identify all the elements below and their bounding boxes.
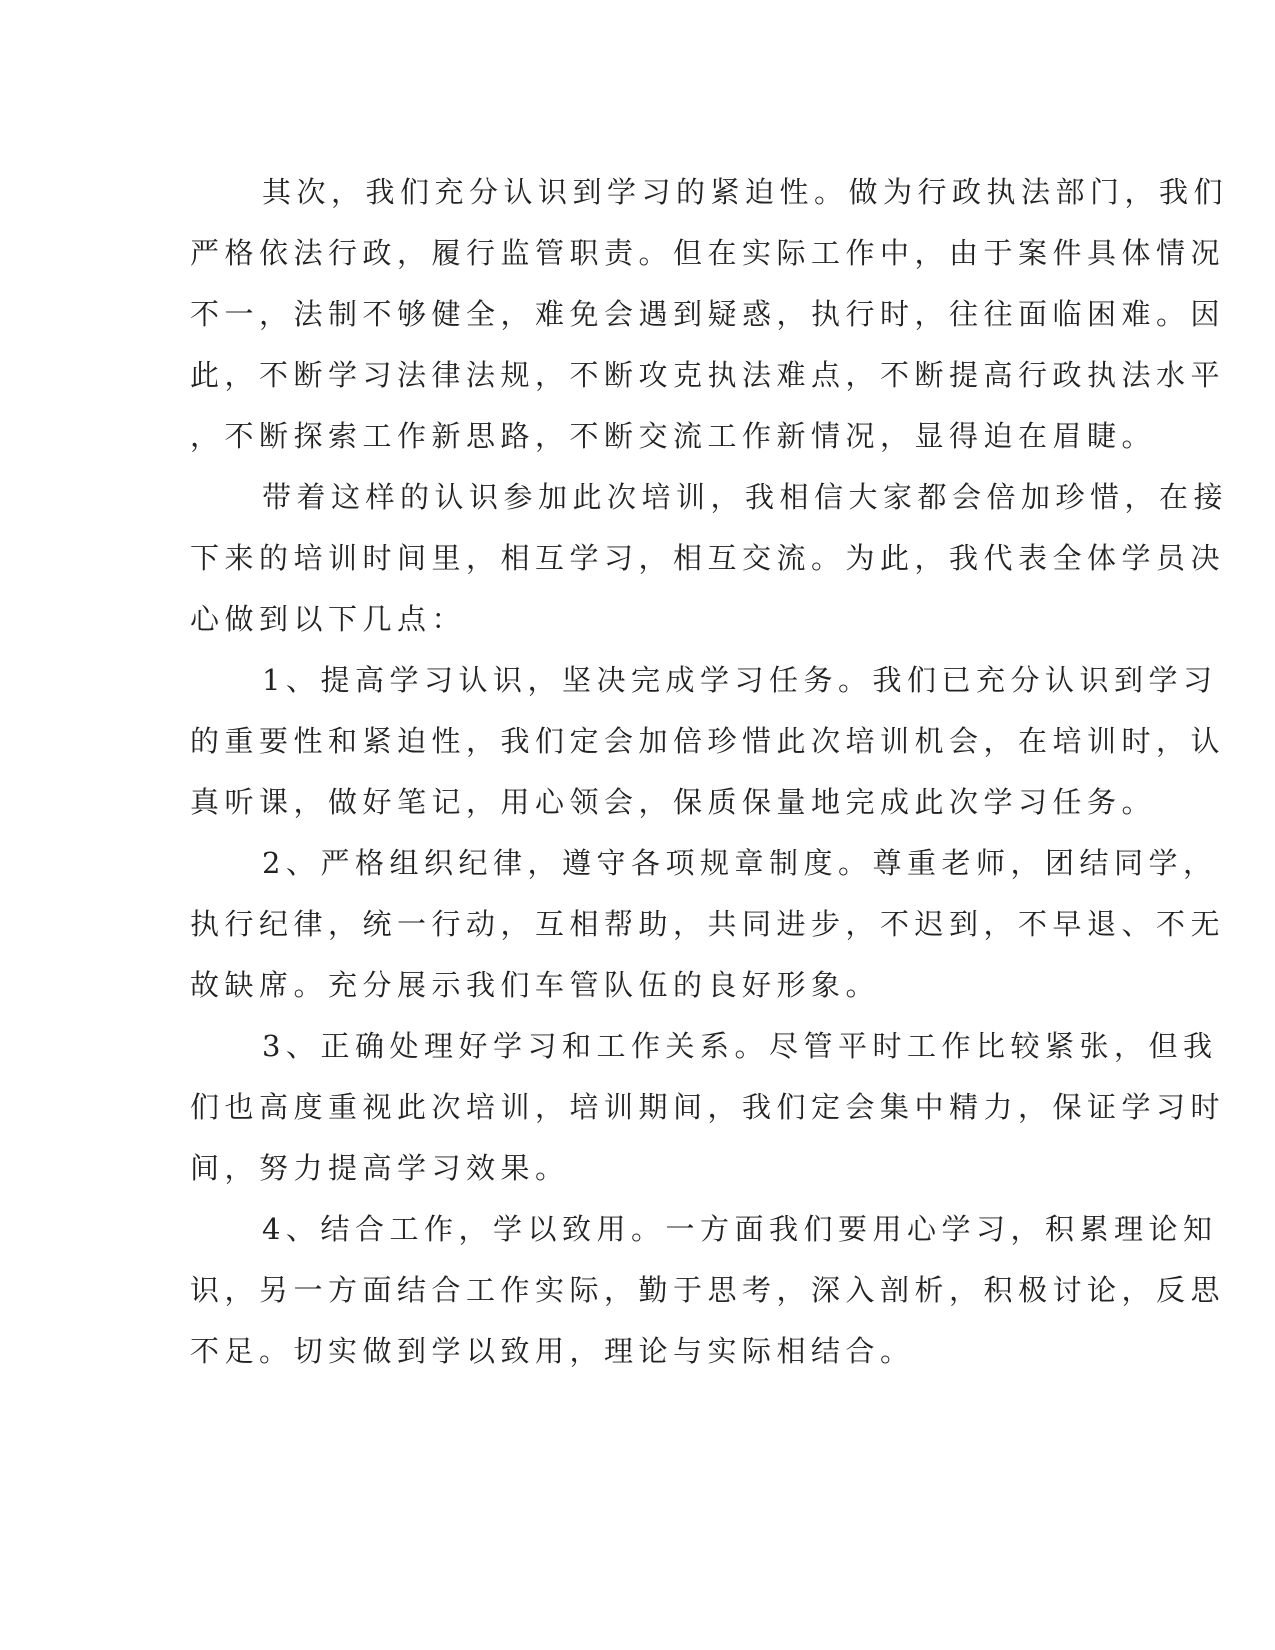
paragraph-1-line-5: ，不断探索工作新思路，不断交流工作新情况，显得迫在眉睫。	[190, 419, 1157, 453]
item-3-line-1: 3、正确处理好学习和工作关系。尽管平时工作比较紧张，但我	[262, 1029, 1218, 1063]
paragraph-1-line-1: 其次，我们充分认识到学习的紧迫性。做为行政执法部门，我们	[262, 175, 1229, 209]
paragraph-1-line-3: 不一，法制不够健全，难免会遇到疑惑，执行时，往往面临困难。因	[190, 297, 1226, 331]
item-4-line-1: 4、结合工作，学以致用。一方面我们要用心学习，积累理论知	[262, 1212, 1218, 1246]
paragraph-2-line-2: 下来的培训时间里，相互学习，相互交流。为此，我代表全体学员决	[190, 541, 1226, 575]
item-4-line-3: 不足。切实做到学以致用，理论与实际相结合。	[190, 1334, 915, 1368]
item-4-line-2: 识，另一方面结合工作实际，勤于思考，深入剖析，积极讨论，反思	[190, 1273, 1226, 1307]
paragraph-1-line-2: 严格依法行政，履行监管职责。但在实际工作中，由于案件具体情况	[190, 236, 1226, 270]
item-1-line-3: 真听课，做好笔记，用心领会，保质保量地完成此次学习任务。	[190, 785, 1157, 819]
body-text	[190, 162, 1229, 1382]
item-3-line-2: 们也高度重视此次培训，培训期间，我们定会集中精力，保证学习时	[190, 1090, 1226, 1124]
item-1-line-2: 的重要性和紧迫性，我们定会加倍珍惜此次培训机会，在培训时，认	[190, 724, 1226, 758]
item-2-line-3: 故缺席。充分展示我们车管队伍的良好形象。	[190, 968, 881, 1002]
paragraph-1-line-4: 此，不断学习法律法规，不断攻克执法难点，不断提高行政执法水平	[190, 358, 1226, 392]
item-2-line-2: 执行纪律，统一行动，互相帮助，共同进步，不迟到，不早退、不无	[190, 907, 1226, 941]
item-3-line-3: 间，努力提高学习效果。	[190, 1151, 570, 1185]
paragraph-2-line-1: 带着这样的认识参加此次培训，我相信大家都会倍加珍惜，在接	[262, 480, 1229, 514]
item-2-line-1: 2、严格组织纪律，遵守各项规章制度。尊重老师，团结同学，	[262, 846, 1218, 880]
paragraph-2-line-3: 心做到以下几点：	[190, 602, 467, 636]
item-1-line-1: 1、提高学习认识，坚决完成学习任务。我们已充分认识到学习	[262, 663, 1218, 697]
